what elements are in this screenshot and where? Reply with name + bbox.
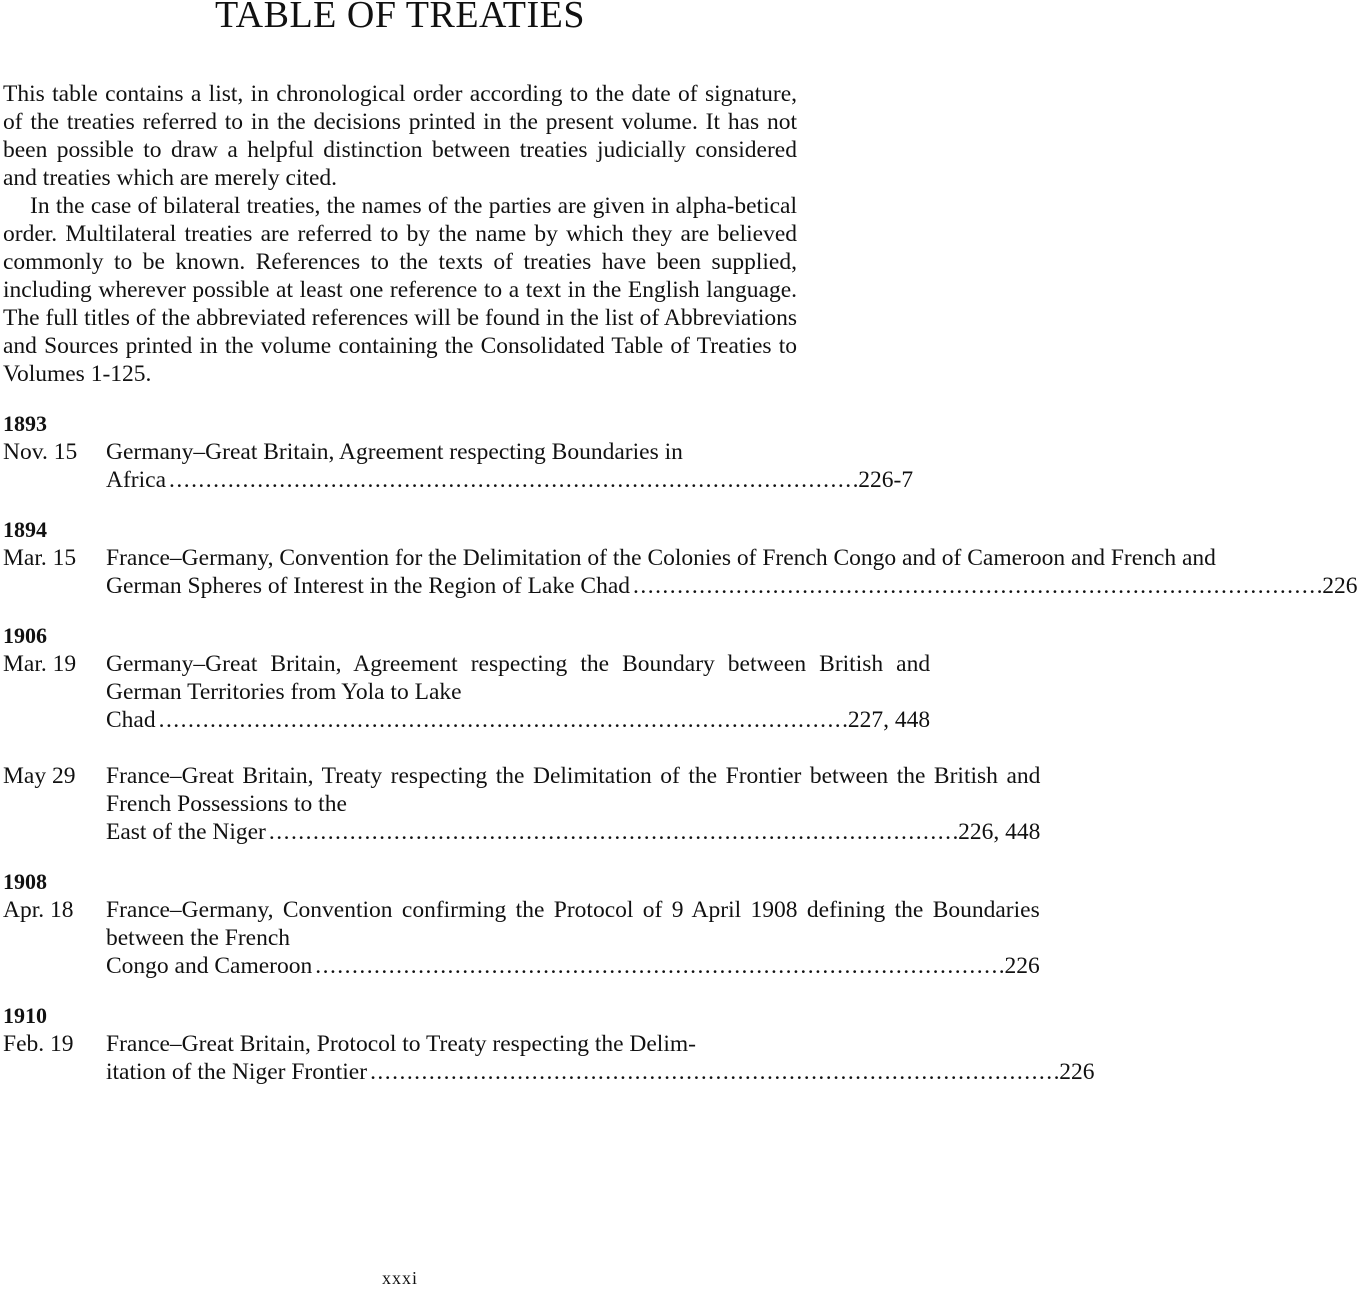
treaty-date: Feb. 19: [3, 1031, 74, 1057]
treaty-title-end: East of the Niger: [106, 819, 266, 845]
year-heading: 1893: [3, 411, 47, 436]
treaty-title: France–Germany, Convention for the Delimitation of the Colonies of French Congo and of Cameroon and French and: [106, 545, 1216, 571]
treaty-date: Mar. 15: [3, 545, 77, 571]
treaty-date: Nov. 15: [3, 439, 78, 465]
treaty-title-end: itation of the Niger Frontier: [106, 1059, 368, 1085]
treaty-description: [106, 762, 1040, 846]
treaty-entry: [3, 438, 914, 494]
treaty-title: France–Great Britain, Protocol to Treaty respecting the Delim-: [106, 1031, 696, 1057]
treaty-entry: [3, 650, 931, 734]
treaty-date: May 29: [3, 763, 76, 789]
dot-leader: [370, 1058, 1057, 1086]
treaty-title-end: Africa: [106, 467, 167, 493]
intro-paragraph-1: This table contains a list, in chronological order according to the date of signature, of the treaties referred to in the decisions printed in the present volume. It has not been possible to draw a helpful distinction between treaties judicially considered and treaties which are merely cited.: [3, 81, 797, 191]
year-section-1908: [3, 868, 1040, 980]
treaty-entry: [3, 1030, 1095, 1086]
year-section-1906: [3, 622, 1041, 846]
treaty-title-end: German Spheres of Interest in the Region of Lake Chad: [106, 573, 631, 599]
treaty-description: [106, 650, 930, 734]
dot-leader: [315, 952, 1002, 980]
page-reference: 226: [1059, 1059, 1095, 1085]
treaty-entry: [3, 896, 1040, 980]
year-section-1894: [3, 516, 1358, 600]
treaty-date: Apr. 18: [3, 897, 74, 923]
treaty-title: Germany–Great Britain, Agreement respecting Boundaries in: [106, 439, 683, 465]
page-reference: 227, 448: [847, 707, 931, 733]
treaty-description: [106, 544, 1358, 600]
page-reference: 226-7: [858, 467, 914, 493]
treaty-description: [106, 896, 1040, 980]
dot-leader: [633, 572, 1320, 600]
treaty-description: [106, 1030, 1095, 1086]
introduction: [3, 80, 797, 388]
year-heading: 1906: [3, 623, 47, 648]
year-section-1910: [3, 1002, 1095, 1086]
treaty-description: [106, 438, 913, 494]
dot-leader: [169, 466, 856, 494]
year-heading: 1908: [3, 869, 47, 894]
page-reference: 226, 448: [958, 819, 1041, 845]
treaty-title: France–Great Britain, Treaty respecting the Delimitation of the Frontier between the British and French Possessions to the: [106, 763, 1041, 817]
treaty-entry: [3, 762, 1041, 846]
treaty-date: Mar. 19: [3, 651, 77, 677]
treaty-title: France–Germany, Convention confirming the Protocol of 9 April 1908 defining the Boundaries between the French: [106, 897, 1040, 951]
year-heading: 1894: [3, 517, 47, 542]
intro-paragraph-2: In the case of bilateral treaties, the names of the parties are given in alpha-betical order. Multilateral treaties are referred to by the name by which they are believed commonly to be known. References to the texts of treaties have been supplied, including wherever possible at least one reference to a text in the English language. The full titles of the abbreviated references will be found in the list of Abbreviations and Sources printed in the volume containing the Consolidated Table of Treaties to Volumes 1-125.: [3, 193, 797, 387]
treaty-title-end: Chad: [106, 707, 156, 733]
treaty-title: Germany–Great Britain, Agreement respecting the Boundary between British and German Territories from Yola to Lake: [106, 651, 931, 705]
page-reference: 226: [1322, 573, 1358, 599]
page-number: xxxi: [381, 1268, 418, 1288]
treaty-title-end: Congo and Cameroon: [106, 953, 313, 979]
dot-leader: [159, 706, 846, 734]
page-title: TABLE OF TREATIES: [215, 0, 585, 36]
treaty-entry: [3, 544, 1358, 600]
year-section-1893: [3, 410, 914, 494]
page-reference: 226: [1004, 953, 1040, 979]
year-heading: 1910: [3, 1003, 47, 1028]
dot-leader: [269, 818, 956, 846]
